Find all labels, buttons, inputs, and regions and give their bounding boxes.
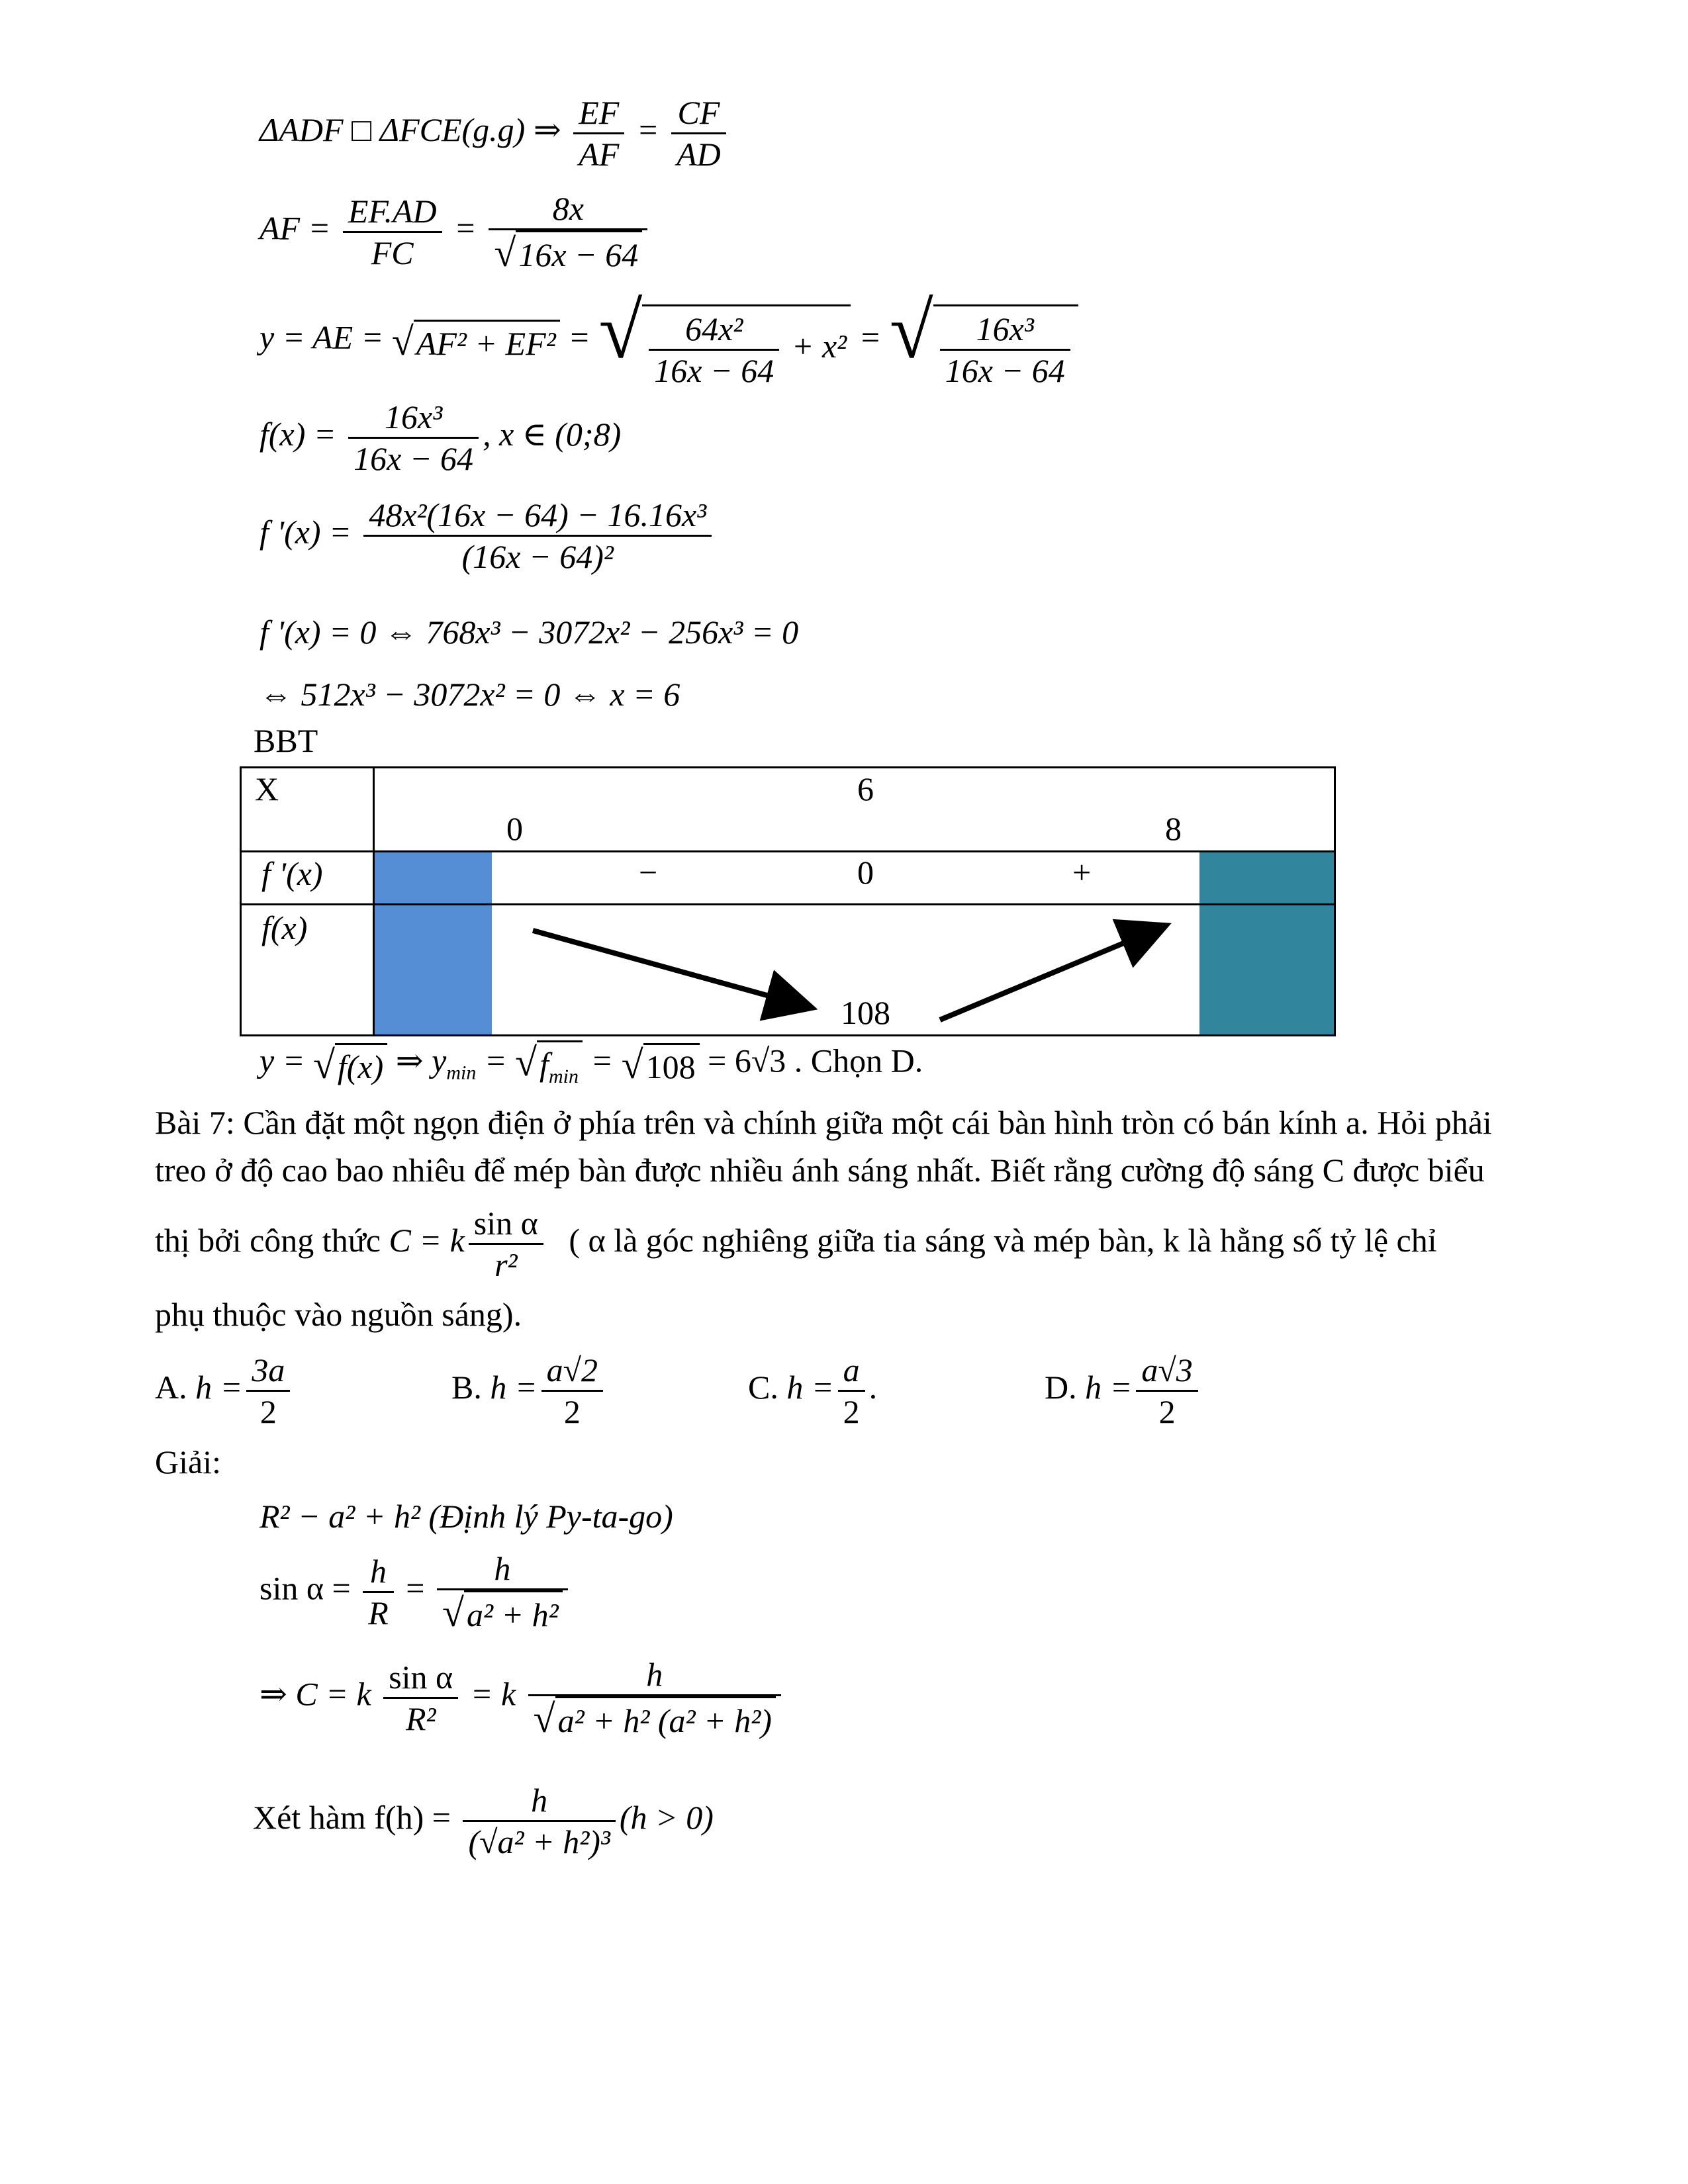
fraction: [489, 189, 647, 275]
denominator: [437, 1590, 568, 1635]
denominator: 16x − 64: [945, 352, 1065, 390]
equals: =: [406, 1569, 425, 1607]
row-fprime-label: f '(x): [261, 855, 323, 892]
numerator: a√3: [1136, 1350, 1197, 1392]
sqrt: [313, 1043, 387, 1086]
implies: ⇒: [533, 111, 561, 148]
solution-line-1: R² − a² + h² (Định lý Py-ta-go): [259, 1498, 673, 1535]
numerator: a√2: [541, 1350, 603, 1392]
sign-mid: 0: [857, 854, 874, 891]
denominator: [528, 1696, 781, 1741]
arrow-down-icon: [533, 931, 808, 1007]
choice-label: B.: [451, 1368, 482, 1406]
text: Xét hàm f(h) =: [253, 1798, 451, 1836]
text: thị bởi công thức: [155, 1221, 381, 1259]
equals: =: [590, 1042, 614, 1079]
text: y =: [259, 1042, 305, 1079]
problem-line-1: Bài 7: Cần đặt một ngọn điện ở phía trên và chính giữa một cái bàn hình tròn có bán kính a. Hỏi phải: [155, 1104, 1492, 1141]
problem-line-2: treo ở độ cao bao nhiêu để mép bàn được nhiều ánh sáng nhất. Biết rằng cường độ sáng C được biểu: [155, 1152, 1485, 1189]
fraction: [649, 309, 779, 390]
sqrt: [622, 1043, 700, 1086]
choice-d: [1045, 1350, 1202, 1432]
line-af: [259, 189, 651, 275]
bbt-label: BBT: [254, 722, 318, 759]
choice-c: [748, 1350, 877, 1432]
numerator: 16x³: [348, 397, 479, 439]
radicand: [642, 304, 851, 390]
numerator: 48x²(16x − 64) − 16.16x³: [363, 495, 712, 537]
line-conclusion: [259, 1040, 923, 1088]
fraction: [469, 1203, 543, 1285]
x-right: 8: [1165, 810, 1182, 847]
equals: =: [454, 209, 477, 247]
denominator: (√a² + h²)³: [468, 1823, 610, 1860]
fraction: [383, 1657, 458, 1739]
denominator: R²: [405, 1700, 436, 1737]
fraction: [363, 495, 712, 576]
arrows: [242, 768, 1334, 1034]
x-mid: 6: [857, 770, 874, 807]
solution-heading: Giải:: [155, 1443, 221, 1480]
line-solve-x: ⇔ 512x³ − 3072x² = 0 ⇔ x = 6: [259, 676, 680, 713]
text: = 6√3 . Chọn D.: [708, 1042, 923, 1079]
numerator: h: [463, 1780, 615, 1822]
min-value: 108: [841, 994, 890, 1031]
sqrt-icon: √: [494, 231, 516, 275]
denominator: r²: [494, 1246, 518, 1283]
problem-line-3: [155, 1203, 1437, 1285]
formula: C = k: [389, 1221, 465, 1259]
sqrt: [515, 1040, 583, 1088]
text: h =: [195, 1368, 243, 1406]
line-fprime: [259, 495, 716, 576]
radicand: AF² + EF²: [414, 320, 560, 363]
sqrt-icon: √: [533, 1697, 555, 1741]
sqrt-icon: √: [442, 1591, 464, 1635]
equals: =: [568, 318, 590, 356]
numerator: h: [363, 1551, 394, 1593]
fraction: [573, 93, 624, 174]
text: ⇒ C = k: [259, 1675, 371, 1713]
equals: =: [859, 318, 882, 356]
text: f(x) =: [259, 415, 336, 453]
numerator: EF.AD: [343, 191, 442, 233]
fraction: [541, 1350, 603, 1432]
text: f '(x) =: [259, 513, 352, 551]
sqrt-icon: √: [889, 287, 933, 375]
solution-line-3: [259, 1655, 785, 1741]
row-f-label: f(x): [261, 909, 308, 946]
denominator: FC: [371, 234, 414, 271]
denominator: 2: [1158, 1393, 1176, 1430]
fraction: [528, 1655, 781, 1741]
text: ( α là góc nghiêng giữa tia sáng và mép bàn, k là hằng số tỷ lệ chỉ: [569, 1221, 1437, 1259]
numerator: h: [437, 1549, 568, 1590]
line-similar-triangles: [259, 93, 730, 174]
equals: =: [484, 1042, 507, 1079]
radicand: f(x): [335, 1043, 387, 1086]
denominator: 2: [259, 1393, 277, 1430]
sqrt-icon: √: [621, 1042, 643, 1087]
x-left: 0: [506, 810, 523, 847]
sqrt-icon: √: [391, 319, 414, 363]
text: + x²: [791, 328, 847, 365]
fraction: [348, 397, 479, 478]
numerator: CF: [671, 93, 726, 134]
denominator: 2: [843, 1393, 860, 1430]
solution-line-2: [259, 1549, 572, 1635]
text: (h > 0): [619, 1798, 714, 1836]
choice-label: D.: [1045, 1368, 1077, 1406]
sqrt: [598, 287, 851, 390]
line-fx: [259, 397, 621, 478]
radicand: a² + h² (a² + h²): [555, 1696, 776, 1741]
variation-table: [240, 766, 1336, 1036]
text: = k: [470, 1675, 516, 1713]
fraction: [671, 93, 726, 174]
text: h =: [490, 1368, 538, 1406]
subscript: min: [446, 1062, 477, 1084]
numerator: h: [528, 1655, 781, 1696]
text: AF =: [259, 209, 331, 247]
radicand: 16x − 64: [516, 230, 642, 275]
denominator: 16x − 64: [353, 440, 474, 477]
text: (g.g): [461, 111, 526, 148]
numerator: 8x: [489, 189, 647, 230]
choice-label: C.: [748, 1368, 778, 1406]
line-ae: [259, 287, 1078, 390]
text: sin α =: [259, 1569, 351, 1607]
row-x-label: X: [255, 770, 279, 807]
radicand: a² + h²: [464, 1590, 563, 1635]
numerator: EF: [573, 93, 624, 134]
denominator: 2: [563, 1393, 581, 1430]
text: f: [539, 1046, 549, 1083]
fraction: [246, 1350, 290, 1432]
denominator: AF: [579, 136, 620, 173]
sqrt-icon: √: [312, 1042, 335, 1087]
sqrt-icon: √: [598, 287, 643, 375]
denominator: [489, 230, 647, 275]
denominator: AD: [677, 136, 721, 173]
sqrt: [889, 287, 1078, 390]
text: h =: [1085, 1368, 1133, 1406]
text: .: [868, 1368, 878, 1406]
text: ⇒ y: [395, 1042, 447, 1079]
fraction: [1136, 1350, 1197, 1432]
equals: =: [636, 111, 659, 148]
fraction: [343, 191, 442, 273]
numerator: sin α: [469, 1203, 543, 1245]
problem-line-4: phụ thuộc vào nguồn sáng).: [155, 1296, 522, 1333]
fraction: [463, 1780, 615, 1862]
text: ΔADF: [259, 111, 344, 148]
fraction: [940, 309, 1070, 390]
radicand: [933, 304, 1078, 390]
text: y = AE =: [259, 318, 384, 356]
line-fprime-zero: f '(x) = 0 ⇔ 768x³ − 3072x² − 256x³ = 0: [259, 614, 799, 651]
sign-left: −: [639, 854, 658, 891]
sqrt-icon: √: [515, 1040, 538, 1084]
text: ΔFCE: [379, 111, 462, 148]
fraction: [437, 1549, 568, 1635]
choice-a: [155, 1350, 294, 1432]
denominator: (16x − 64)²: [461, 538, 614, 575]
numerator: a: [838, 1350, 865, 1392]
numerator: 64x²: [649, 309, 779, 351]
radicand: [537, 1040, 583, 1088]
text: h =: [786, 1368, 834, 1406]
choice-b: [451, 1350, 607, 1432]
choice-label: A.: [155, 1368, 187, 1406]
domain: , x ∈ (0;8): [483, 415, 622, 453]
numerator: 3a: [246, 1350, 290, 1392]
numerator: sin α: [383, 1657, 458, 1699]
arrow-up-icon: [940, 927, 1162, 1020]
sqrt: [392, 320, 560, 363]
denominator: 16x − 64: [654, 352, 774, 390]
fraction: [838, 1350, 865, 1432]
symbol: □: [352, 111, 372, 148]
denominator: R: [368, 1594, 389, 1631]
fraction: [363, 1551, 394, 1633]
sign-right: +: [1072, 854, 1092, 891]
solution-line-4: [253, 1780, 714, 1862]
numerator: 16x³: [940, 309, 1070, 351]
subscript: min: [548, 1066, 579, 1087]
radicand: 108: [643, 1043, 700, 1086]
